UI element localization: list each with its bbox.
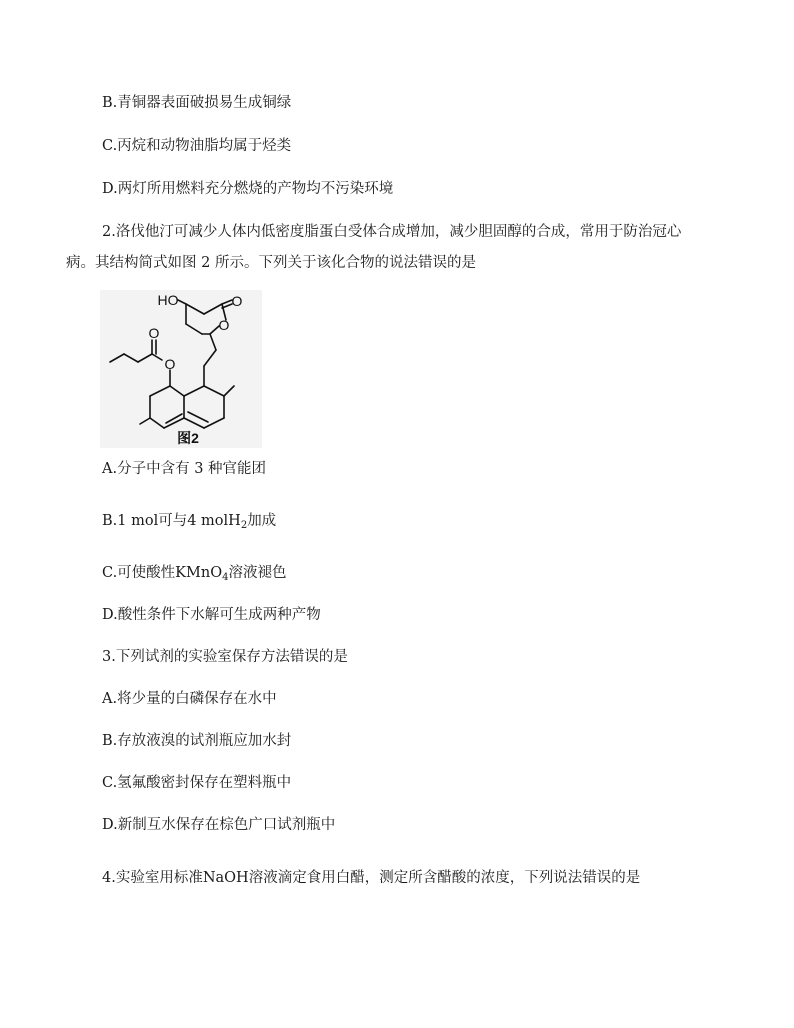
figure-caption: 图2	[177, 430, 199, 446]
q3-stem: 3.下列试剂的实验室保存方法错误的是	[102, 649, 348, 665]
q2-option-b-text: B.1 mol可与4 molH	[102, 513, 241, 529]
q2-stem-line1: 2.洛伐他汀可减少人体内低密度脂蛋白受体合成增加，减少胆固醇的合成，常用于防治冠心	[102, 224, 682, 240]
q2-option-b-subscript: 2	[240, 520, 248, 531]
q2-option-b-tail: 加成	[247, 513, 277, 529]
structure-diagram	[100, 290, 262, 448]
ring-oxygen-label: O	[218, 317, 230, 333]
q2-option-c-tail: 溶液褪色	[228, 565, 287, 581]
ho-label: HO	[157, 292, 179, 308]
ester-oxygen-label: O	[164, 356, 176, 372]
q2-option-b	[102, 511, 276, 536]
q2-option-c	[102, 563, 286, 588]
q2-stem-line2: 病。其结构简式如图 2 所示。下列关于该化合物的说法错误的是	[66, 255, 476, 271]
q4-stem: 4.实验室用标准NaOH溶液滴定食用白醋，测定所含醋酸的浓度，下列说法错误的是	[102, 870, 641, 886]
lovastatin-structure-figure	[100, 290, 262, 448]
q3-option-b: B.存放液溴的试剂瓶应加水封	[102, 733, 292, 749]
q2-option-c-subscript: 4	[222, 572, 229, 583]
q2-option-c-text: C.可使酸性KMnO	[102, 565, 223, 581]
q2-option-d: D.酸性条件下水解可生成两种产物	[102, 607, 321, 623]
ester-carbonyl-oxygen-label: O	[148, 325, 160, 341]
q3-option-c: C.氢氟酸密封保存在塑料瓶中	[102, 775, 292, 791]
q2-option-a: A.分子中含有 3 种官能团	[102, 461, 267, 477]
q1-option-d: D.两灯所用燃料充分燃烧的产物均不污染环境	[102, 181, 394, 197]
q3-option-d: D.新制互水保存在棕色广口试剂瓶中	[102, 817, 336, 833]
ketone-oxygen-label: O	[231, 293, 243, 309]
q1-option-c: C.丙烷和动物油脂均属于烃类	[102, 138, 292, 154]
q1-option-b: B.青铜器表面破损易生成铜绿	[102, 95, 292, 111]
q3-option-a: A.将少量的白磷保存在水中	[102, 691, 277, 707]
